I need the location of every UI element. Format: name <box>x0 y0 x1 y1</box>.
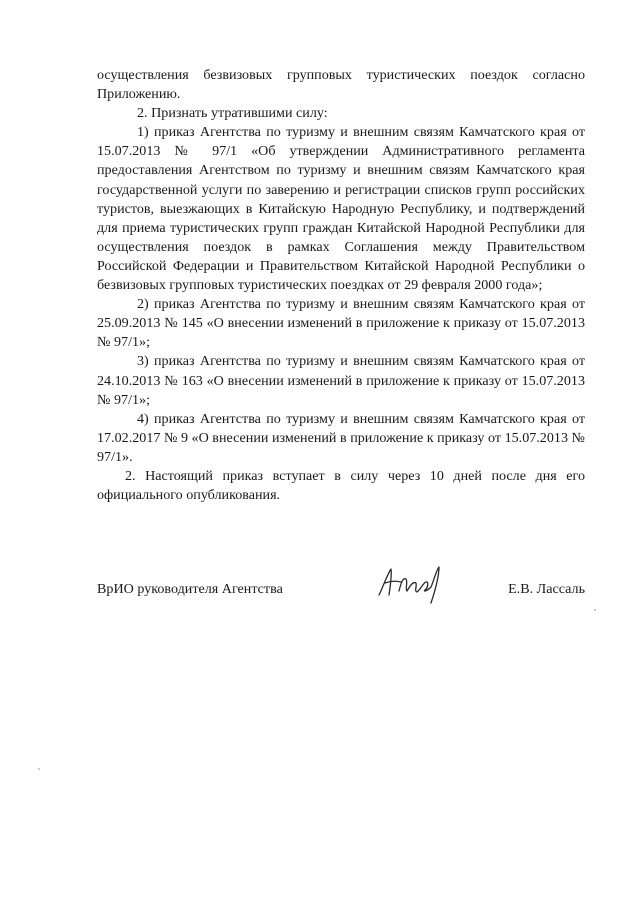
signer-name: Е.В. Лассаль <box>508 581 585 597</box>
paragraph-continuation: осуществления безвизовых групповых туристических поездок согласно Приложению. <box>97 67 585 103</box>
signature-block <box>97 575 585 605</box>
paragraph-subitem-3: 3) приказ Агентства по туризму и внешним связям Камчатского края от 24.10.2013 № 163 «О внесении изменений в приложение к приказу от 15.07.2013 № 97/1»; <box>97 353 585 408</box>
paragraph-subitem-2: 2) приказ Агентства по туризму и внешним связям Камчатского края от 25.09.2013 № 145 «О внесении изменений в приложение к приказу от 15.07.2013 № 97/1»; <box>97 296 585 351</box>
paragraph-subitem-1: 1) приказ Агентства по туризму и внешним связям Камчатского края от 15.07.2013 № 97/1 «Об утверждении Административного регламента предоставления Агентством по туризму и внешним связям Камчатского края государственной услуги по заверению и регистрации списков групп российских туристов, выезжающих в Китайскую Народную Республику, и подтверждений для приема туристических групп граждан Китайской Народной Республики для осуществления поездок в рамках Соглашения между Правительством Российской Федерации и Правительством Китайской Народной Республики о безвизовых групповых туристических поездках от 29 февраля 2000 года»; <box>97 124 585 294</box>
paragraph-effective-date: 2. Настоящий приказ вступает в силу через 10 дней после дня его официального опубликования. <box>97 467 585 504</box>
handwritten-signature <box>373 561 445 605</box>
scan-speck <box>38 768 40 770</box>
signer-position: ВрИО руководителя Агентства <box>97 581 283 597</box>
paragraph-item-2: 2. Признать утратившими силу: <box>137 105 328 122</box>
paragraph-subitem-4: 4) приказ Агентства по туризму и внешним связям Камчатского края от 17.02.2017 № 9 «О внесении изменений в приложение к приказу от 15.07.2013 № 97/1». <box>97 410 585 465</box>
scan-speck <box>594 609 596 611</box>
document-body <box>97 66 585 505</box>
